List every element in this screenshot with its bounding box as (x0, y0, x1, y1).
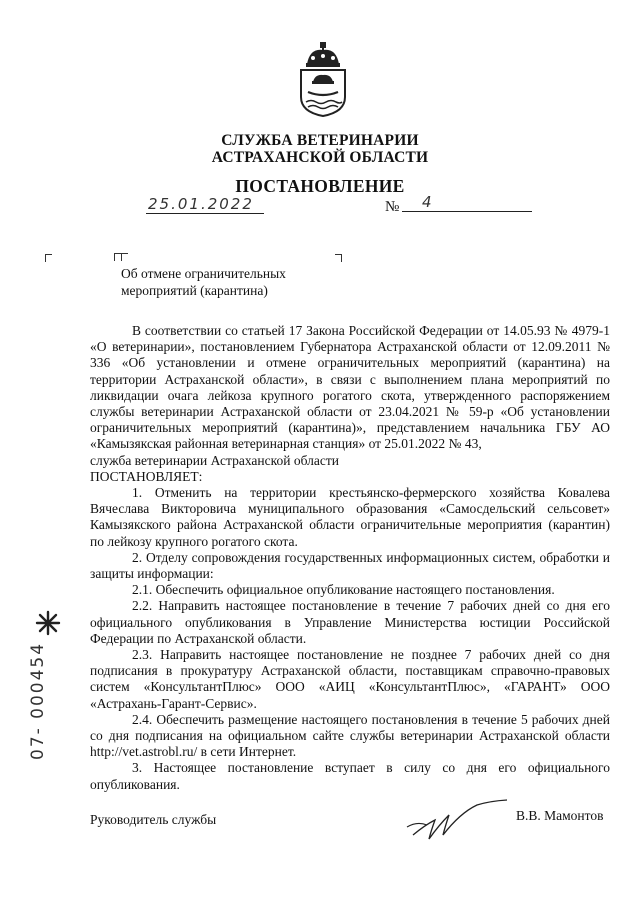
item-1: 1. Отменить на территории крестьянско-фермерского хозяйства Ковалева Вячеслава Викторовича муниципального образования «Самосдельский сельсовет» Камызякского района Астраханской области ограничительные мероприятия (карантин) по лейкозу крупного рогатого скота. (90, 485, 610, 549)
document-number: 4 (402, 193, 532, 212)
corner-mark (114, 253, 121, 261)
document-number-label: № (385, 199, 400, 215)
signatory-role: Руководитель службы (90, 812, 217, 827)
coat-of-arms-icon (298, 42, 348, 117)
subject-line2: мероприятий (карантина) (121, 283, 268, 298)
serial-number-stamp: 07- 000454 (28, 641, 48, 760)
resolves-heading: ПОСТАНОВЛЯЕТ: (90, 468, 203, 484)
subject-line1: Об отмене ограничительных (121, 266, 286, 281)
corner-mark (121, 253, 128, 261)
organization-name-line1: СЛУЖБА ВЕТЕРИНАРИИ (221, 132, 419, 149)
item-2-1: 2.1. Обеспечить официальное опубликование настоящего постановления. (132, 582, 555, 598)
item-2-2: 2.2. Направить настоящее постановление в течение 7 рабочих дней со дня его официального опубликования в Управление Министерства юстиции Российской Федерации по Астраханской области. (90, 598, 610, 646)
handwritten-signature (405, 795, 515, 845)
item-3: 3. Настоящее постановление вступает в силу со дня его официального опубликования. (90, 760, 610, 792)
item-2-3: 2.3. Направить настоящее постановление не позднее 7 рабочих дней со дня подписания в прокуратуру Астраханской области, поставщикам справочно-правовых систем «КонсультантПлюс» ООО «АИЦ «КонсультантПлюс», «ГАРАНТ» ООО «Астрахань-Гарант-Сервис». (90, 647, 610, 711)
preamble-paragraph: В соответствии со статьей 17 Закона Российской Федерации от 14.05.93 № 4979-1 «О ветеринарии», постановлением Губернатора Астраханской области от 12.09.2011 № 336 «Об установлении и отмене ограничительных мероприятий (карантина) на территории Астраханской области», в связи с выполнением плана мероприятий по ликвидации очага лейкоза крупного рогатого скота, утвержденного распоряжением службы ветеринарии Астраханской области от 23.04.2021 № 59-р «Об установлении ограничительных мероприятий (карантина)», представлением начальника ГБУ АО «Камызякская районная ветеринарная станция» от 25.01.2022 № 43, (90, 323, 610, 452)
authority-line: служба ветеринарии Астраханской области (90, 452, 339, 468)
document-body (90, 323, 610, 793)
document-date: 25.01.2022 (146, 195, 264, 214)
item-2: 2. Отделу сопровождения государственных информационных систем, обработки и защиты информации: (90, 549, 610, 582)
signatory-name: В.В. Мамонтов (516, 808, 604, 823)
organization-name-line2: АСТРАХАНСКОЙ ОБЛАСТИ (211, 149, 429, 166)
corner-mark (335, 254, 342, 262)
document-subject (121, 265, 341, 299)
snowflake-icon (35, 610, 61, 636)
corner-mark (45, 254, 52, 262)
document-type-title: ПОСТАНОВЛЕНИЕ (235, 176, 405, 196)
item-2-4: 2.4. Обеспечить размещение настоящего постановления в течение 5 рабочих дней со дня подписания на официальном сайте службы ветеринарии Астраханской области http://vet.astrobl.ru/ в сети Интернет. (90, 711, 610, 760)
